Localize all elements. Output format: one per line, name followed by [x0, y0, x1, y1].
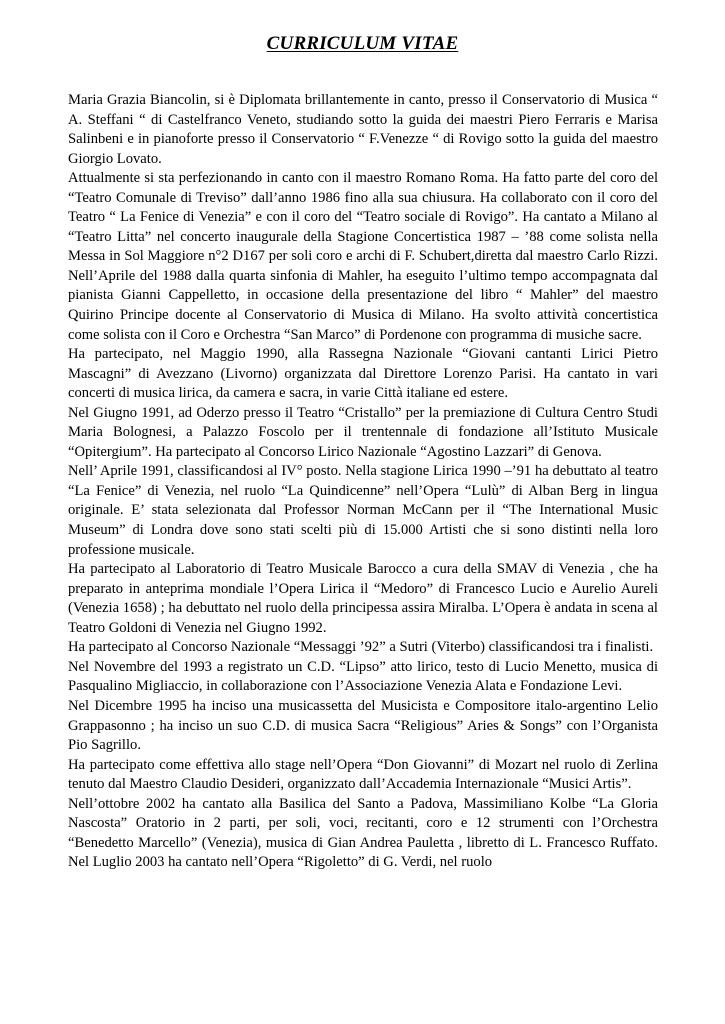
- document-body: [68, 91, 658, 873]
- paragraph: Attualmente si sta perfezionando in canto con il maestro Romano Roma. Ha fatto parte del coro del “Teatro Comunale di Treviso” dall’anno 1986 fino alla sua chiusura. Ha collaborato con il coro del Teatro “ La Fenice di Venezia” e con il coro del “Teatro sociale di Rovigo”. Ha cantato a Milano al “Teatro Litta” nel concerto inaugurale della Stagione Concertistica 1987 – ’88 come solista nella Messa in Sol Maggiore n°2 D167 per soli coro e archi di F. Schubert,diretta dal maestro Carlo Rizzi. Nell’Aprile del 1988 dalla quarta sinfonia di Mahler, ha eseguito l’ultimo tempo accompagnata dal pianista Gianni Cappelletto, in occasione della presentazione del libro “ Mahler” del maestro Quirino Principe docente al Conservatorio di Musica di Milano. Ha svolto attività concertistica come solista con il Coro e Orchestra “San Marco” di Pordenone con programma di musiche sacre.: [68, 170, 658, 343]
- paragraph: Maria Grazia Biancolin, si è Diplomata brillantemente in canto, presso il Conservatorio di Musica “ A. Steffani “ di Castelfranco Veneto, studiando sotto la guida dei maestri Piero Ferraris e Marisa Salinbeni e in pianoforte presso il Conservatorio “ F.Venezze “ di Rovigo sotto la guida del maestro Giorgio Lovato.: [68, 92, 658, 167]
- paragraph: Nel Dicembre 1995 ha inciso una musicassetta del Musicista e Compositore italo-argentino Lelio Grappasonno ; ha inciso un suo C.D. di musica Sacra “Religious” Aries & Songs” con l’Organista Pio Sagrillo.: [68, 697, 658, 754]
- paragraph: Ha partecipato, nel Maggio 1990, alla Rassegna Nazionale “Giovani cantanti Lirici Pietro Mascagni” di Avezzano (Livorno) organizzata dal Direttore Lorenzo Parisi. Ha cantato in vari concerti di musica lirica, da camera e sacra, in varie Città italiane ed estere.: [68, 346, 658, 402]
- paragraph: Nell’ Aprile 1991, classificandosi al IV° posto. Nella stagione Lirica 1990 –’91 ha debuttato al teatro “La Fenice” di Venezia, nel ruolo “La Quindicenne” nell’Opera “Lulù” di Alban Berg in lingua originale. E’ stata selezionata dal Professor Norman McCann per il “The International Music Museum” di Londra dove sono stati scelti più di 15.000 Artisti che si sono distinti nella loro professione musicale.: [68, 463, 658, 558]
- paragraph: Ha partecipato al Laboratorio di Teatro Musicale Barocco a cura della SMAV di Venezia , che ha preparato in anteprima mondiale l’Opera Lirica il “Medoro” di Francesco Lucio e Aurelio Aureli (Venezia 1658) ; ha debuttato nel ruolo della principessa assira Miralba. L’Opera è andata in scena al Teatro Goldoni di Venezia nel Giugno 1992.: [68, 561, 658, 636]
- paragraph: Nell’ottobre 2002 ha cantato alla Basilica del Santo a Padova, Massimiliano Kolbe “La Gloria Nascosta” Oratorio in 2 parti, per soli, voci, recitanti, coro e 12 strumenti con l’Orchestra “Benedetto Marcello” (Venezia), musica di Gian Andrea Pauletta , libretto di L. Francesco Ruffato. Nel Luglio 2003 ha cantato nell’Opera “Rigoletto” di G. Verdi, nel ruolo: [68, 795, 658, 871]
- paragraph: Nel Giugno 1991, ad Oderzo presso il Teatro “Cristallo” per la premiazione di Cultura Centro Studi Maria Bolognesi, a Palazzo Foscolo per il trentennale di fondazione all’Istituto Musicale “Opitergium”. Ha partecipato al Concorso Lirico Nazionale “Agostino Lazzari” di Genova.: [68, 404, 658, 460]
- document-title: CURRICULUM VITAE: [266, 33, 459, 54]
- paragraph: Ha partecipato come effettiva allo stage nell’Opera “Don Giovanni” di Mozart nel ruolo di Zerlina tenuto dal Maestro Claudio Desideri, organizzato dall’Accademia Internazionale “Musici Artis”.: [68, 756, 658, 793]
- paragraph: Ha partecipato al Concorso Nazionale “Messaggi ’92” a Sutri (Viterbo) classificandosi tra i finalisti.: [68, 639, 654, 656]
- paragraph: Nel Novembre del 1993 a registrato un C.D. “Lipso” atto lirico, testo di Lucio Menetto, musica di Pasqualino Migliaccio, in collaborazione con l’Associazione Venezia Alata e Fondazione Levi.: [68, 658, 658, 695]
